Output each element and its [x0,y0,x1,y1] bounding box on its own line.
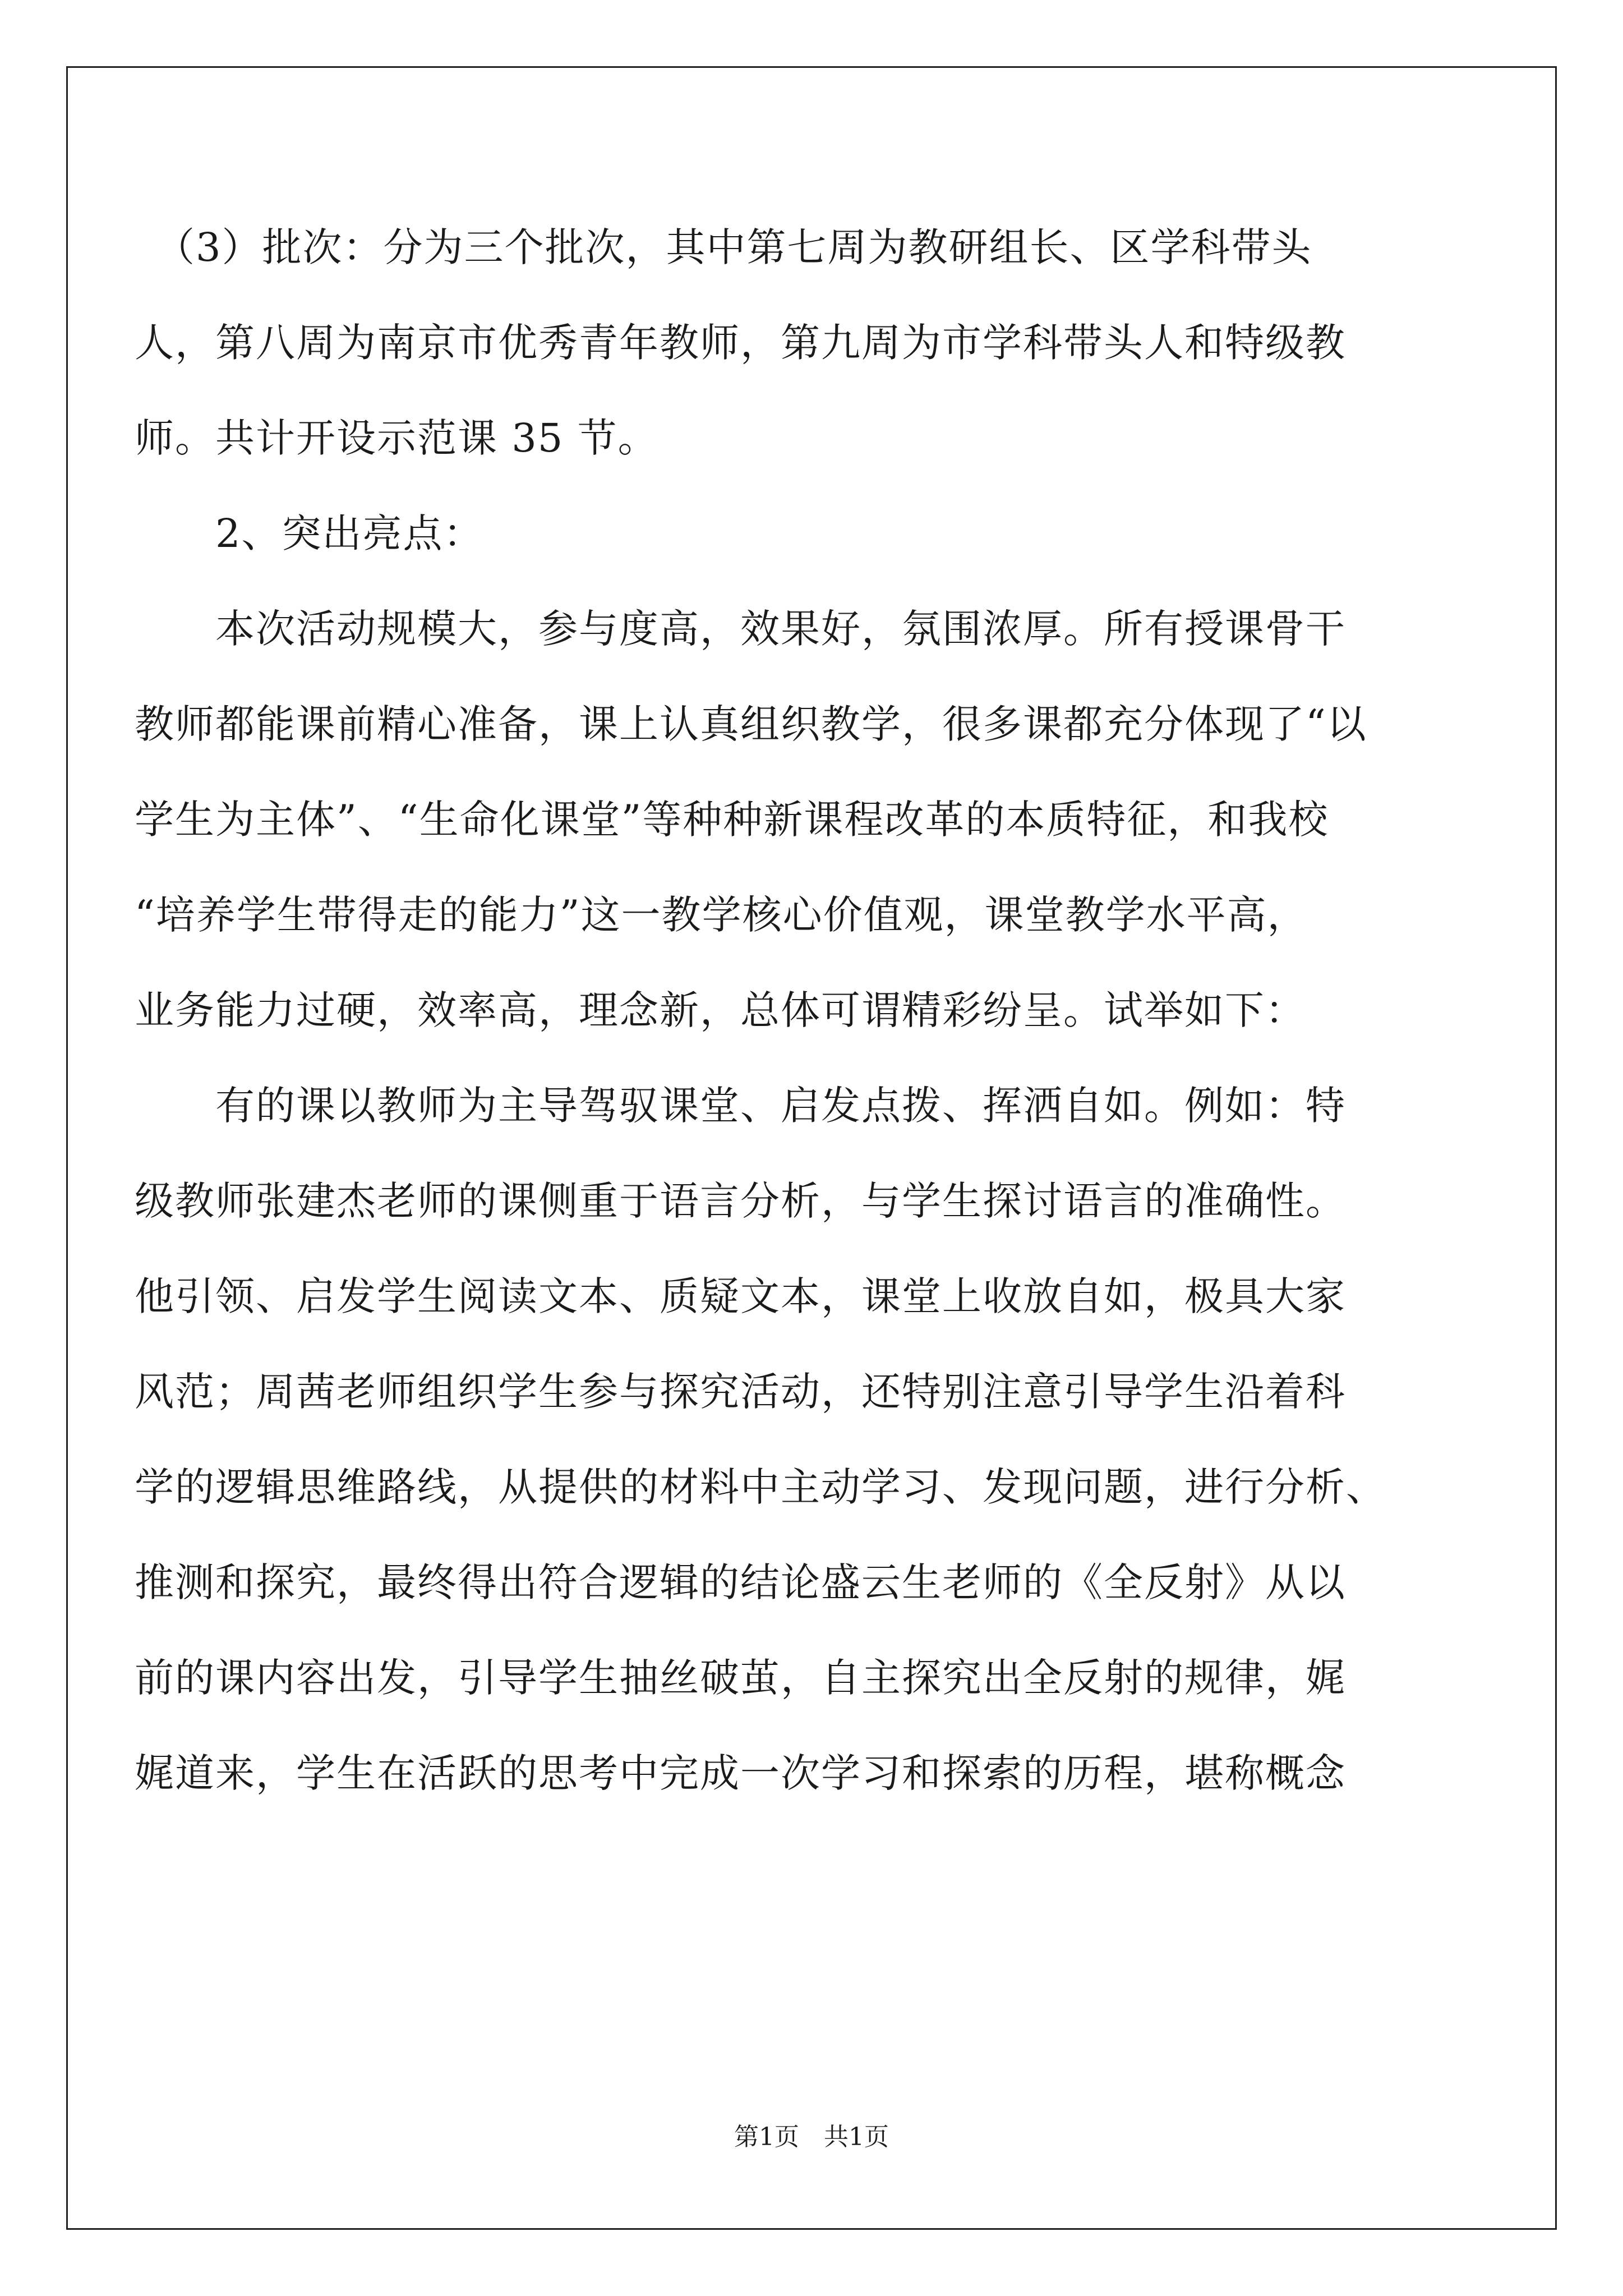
page-footer: 第1页 共1页 [734,2123,889,2151]
text-line: 学生为主体”、“生命化课堂”等种种新课程改革的本质特征，和我校 [135,797,1329,843]
text-line: 有的课以教师为主导驾驭课堂、启发点拨、挥洒自如。例如：特 [135,1083,1346,1129]
text-line: “培养学生带得走的能力”这一教学核心价值观，课堂教学水平高， [135,892,1308,938]
text-line: （3）批次：分为三个批次，其中第七周为教研组长、区学科带头 [135,224,1312,270]
text-line: 师。共计开设示范课 35 节。 [135,415,658,461]
page-border [66,66,1557,2230]
text-line: 风范；周茜老师组织学生参与探究活动，还特别注意引导学生沿着科 [135,1369,1346,1415]
text-line: 教师都能课前精心准备，课上认真组织教学，很多课都充分体现了“以 [135,701,1367,747]
text-line: 本次活动规模大，参与度高，效果好，氛围浓厚。所有授课骨干 [135,606,1346,652]
text-line: 人，第八周为南京市优秀青年教师，第九周为市学科带头人和特级教 [135,320,1346,366]
text-line: 他引领、启发学生阅读文本、质疑文本，课堂上收放自如，极具大家 [135,1273,1346,1319]
text-line: 娓道来，学生在活跃的思考中完成一次学习和探索的历程，堪称概念 [135,1750,1346,1796]
text-line: 前的课内容出发，引导学生抽丝破茧，自主探究出全反射的规律，娓 [135,1655,1346,1701]
text-line: 级教师张建杰老师的课侧重于语言分析，与学生探讨语言的准确性。 [135,1178,1346,1224]
text-line: 学的逻辑思维路线，从提供的材料中主动学习、发现问题，进行分析、 [135,1464,1386,1510]
text-line: 业务能力过硬，效率高，理念新，总体可谓精彩纷呈。试举如下： [135,987,1306,1033]
text-line: 推测和探究，最终得出符合逻辑的结论盛云生老师的《全反射》从以 [135,1559,1346,1605]
section-heading: 2、突出亮点： [135,510,484,556]
